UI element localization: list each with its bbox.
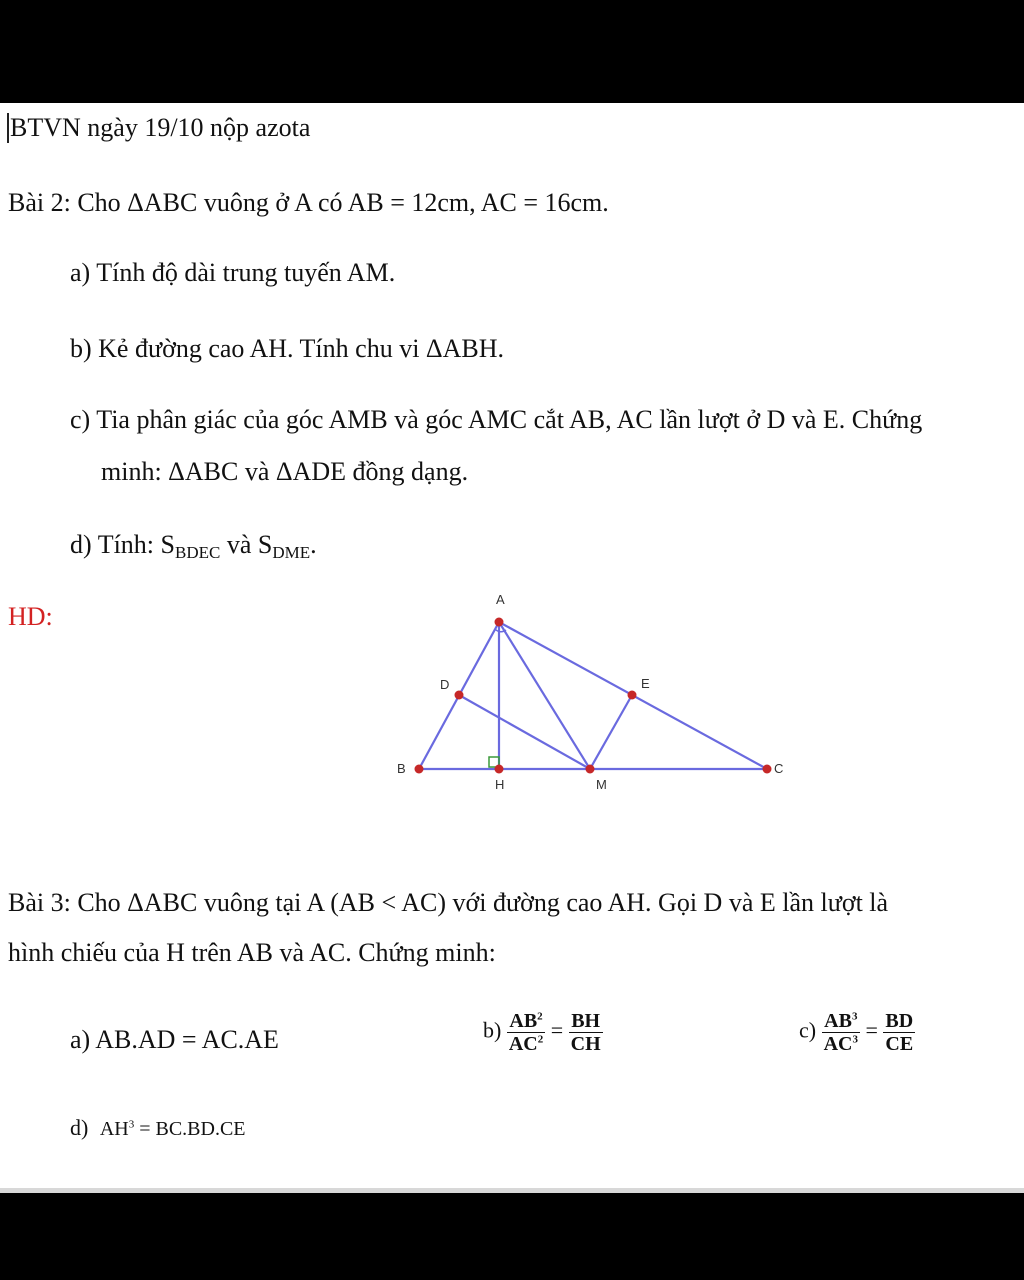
- bai3-c-rden: CE: [885, 1033, 914, 1055]
- bai3-b-rden: CH: [570, 1033, 601, 1055]
- bai3-part-c: [799, 1010, 915, 1055]
- segment-EM: [590, 695, 632, 769]
- label-H: H: [495, 777, 505, 792]
- bai3-d-label: d): [70, 1115, 89, 1140]
- bai3-b-num: AB: [509, 1010, 538, 1032]
- bai2-intro: Bài 2: Cho ΔABC vuông ở A có AB = 12cm, AC = 16cm.: [8, 188, 609, 217]
- bai3-b-den: AC: [508, 1033, 538, 1055]
- bai3-d-expr-post: = BC.BD.CE: [134, 1118, 246, 1140]
- page-bottom-divider: [0, 1188, 1024, 1193]
- bai2-part-d: [70, 530, 317, 563]
- bai3-intro-line2: hình chiếu của H trên AB và AC. Chứng minh:: [8, 938, 496, 967]
- bai3-c-eq: =: [865, 1017, 878, 1043]
- point-H: [495, 765, 504, 774]
- bai3-d-expr: [100, 1118, 246, 1140]
- triangle-figure: [380, 580, 800, 800]
- bai2-d-end: .: [310, 530, 317, 559]
- bai3-b-label: b): [483, 1017, 502, 1043]
- bai2-d-sub1: BDEC: [174, 543, 221, 562]
- bai3-c-left-fraction: [822, 1010, 860, 1055]
- bai3-c-den: AC: [823, 1033, 853, 1055]
- bai3-b-right-fraction: [569, 1010, 603, 1055]
- bai3-intro-line1: Bài 3: Cho ΔABC vuông tại A (AB < AC) với đường cao AH. Gọi D và E lần lượt là: [8, 888, 889, 917]
- bai3-c-label: c): [799, 1017, 817, 1043]
- segment-DM: [459, 695, 590, 769]
- bai2-d-prefix: d) Tính: S: [70, 530, 175, 559]
- bai3-c-den-exp: 3: [852, 1033, 858, 1046]
- bai3-b-den-exp: 2: [537, 1033, 544, 1046]
- point-D: [455, 691, 464, 700]
- bai3-b-num-exp: 2: [537, 1010, 543, 1023]
- bai2-part-c-line2: minh: ΔABC và ΔADE đồng dạng.: [101, 457, 469, 486]
- hd-label: HD:: [8, 602, 53, 631]
- bai3-c-num-exp: 3: [851, 1010, 858, 1023]
- bai3-part-a: a) AB.AD = AC.AE: [70, 1025, 279, 1054]
- doc-title: BTVN ngày 19/10 nộp azota: [10, 113, 311, 142]
- bai2-d-sub2: DME: [272, 543, 311, 562]
- bai2-part-c-line1: c) Tia phân giác của góc AMB và góc AMC cắt AB, AC lần lượt ở D và E. Chứng: [70, 405, 923, 434]
- point-E: [628, 691, 637, 700]
- bai2-part-b: b) Kẻ đường cao AH. Tính chu vi ΔABH.: [70, 334, 505, 363]
- bai3-c-num: AB: [824, 1010, 852, 1032]
- bai3-c-rnum: BD: [885, 1010, 914, 1032]
- bai3-part-d: [70, 1115, 246, 1141]
- bai3-d-expr-pre: AH: [99, 1118, 129, 1140]
- bai3-b-eq: =: [550, 1017, 564, 1043]
- segment-AM: [499, 622, 590, 769]
- bai3-c-right-fraction: [883, 1010, 915, 1055]
- label-C: C: [774, 761, 784, 776]
- bai3-d-expr-exp: 3: [128, 1118, 135, 1131]
- bai2-part-a: a) Tính độ dài trung tuyến AM.: [70, 258, 396, 287]
- label-E: E: [641, 676, 650, 691]
- point-B: [415, 765, 424, 774]
- point-M: [586, 765, 595, 774]
- bai2-d-mid: và S: [220, 530, 273, 559]
- figure-points: [415, 618, 772, 774]
- bai3-b-left-fraction: [507, 1010, 545, 1055]
- label-A: A: [496, 592, 505, 607]
- bai3-part-b: [483, 1010, 603, 1055]
- label-M: M: [596, 777, 607, 792]
- point-A: [495, 618, 504, 627]
- label-B: B: [397, 761, 406, 776]
- point-C: [763, 765, 772, 774]
- figure-lines: [419, 622, 767, 769]
- text-cursor: [7, 113, 9, 143]
- label-D: D: [440, 677, 450, 692]
- bai3-b-rnum: BH: [569, 1010, 603, 1033]
